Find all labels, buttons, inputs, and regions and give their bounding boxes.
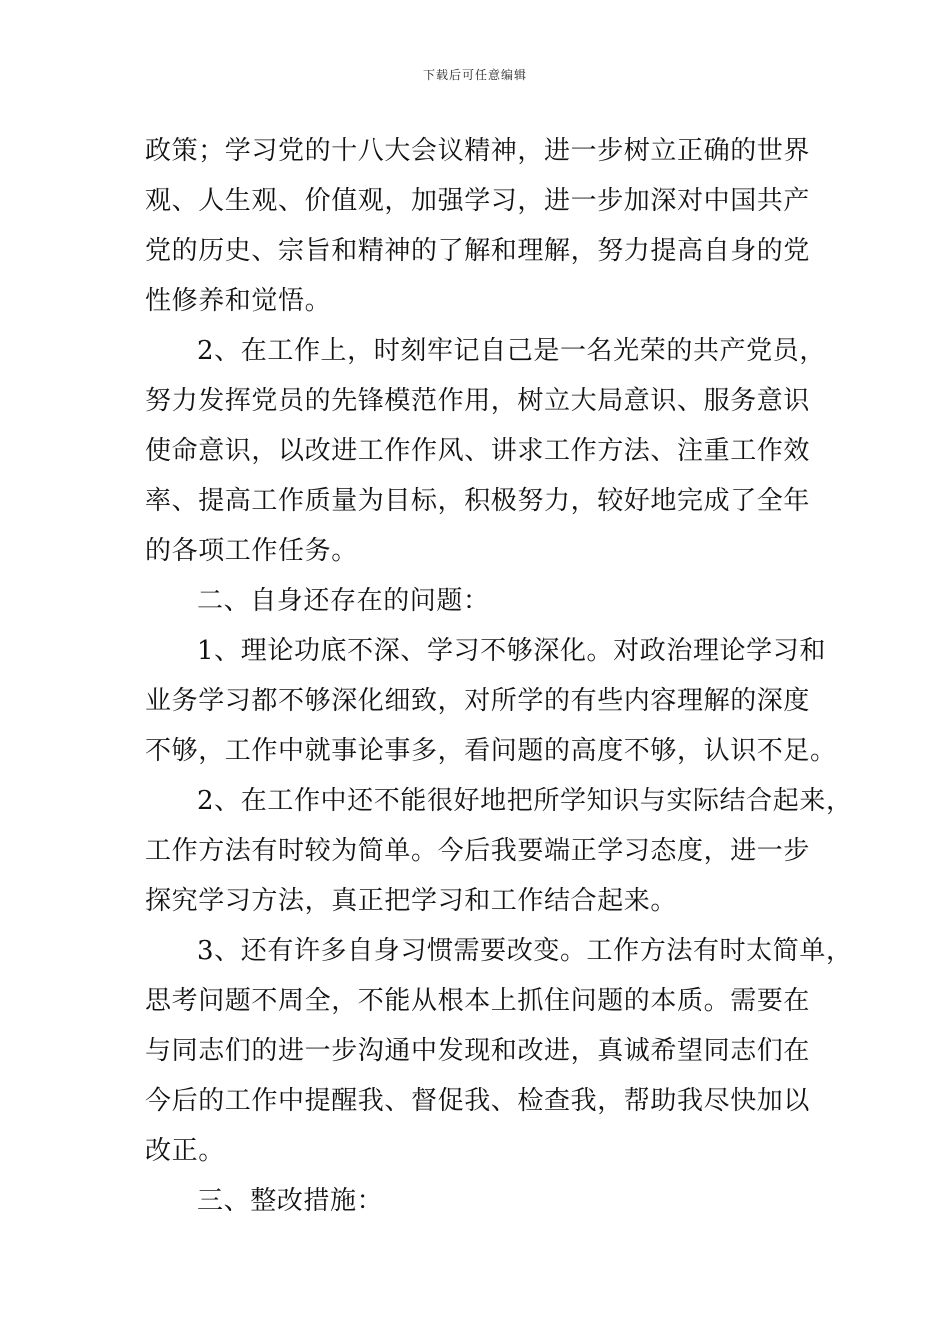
text-line: 使命意识，以改进工作作风、讲求工作方法、注重工作效 (145, 436, 811, 466)
text-line: 观、人生观、价值观，加强学习，进一步加深对中国共产 (145, 186, 811, 216)
text-line: 性修养和觉悟。 (145, 286, 332, 316)
text-line: 政策；学习党的十八大会议精神，进一步树立正确的世界 (145, 136, 811, 166)
paragraph-start-line: 2、在工作中还不能很好地把所学知识与实际结合起来， (197, 786, 853, 816)
section-heading: 二、自身还存在的问题： (197, 586, 490, 616)
text-line: 率、提高工作质量为目标，积极努力，较好地完成了全年 (145, 486, 811, 516)
text-line: 思考问题不周全，不能从根本上抓住问题的本质。需要在 (145, 986, 811, 1016)
text-line: 今后的工作中提醒我、督促我、检查我，帮助我尽快加以 (145, 1086, 811, 1116)
text-line: 党的历史、宗旨和精神的了解和理解，努力提高自身的党 (145, 236, 811, 266)
text-line: 工作方法有时较为简单。今后我要端正学习态度，进一步 (145, 836, 811, 866)
paragraph-start-line: 3、还有许多自身习惯需要改变。工作方法有时太简单， (197, 936, 853, 966)
section-heading: 三、整改措施： (197, 1186, 384, 1216)
text-line: 业务学习都不够深化细致，对所学的有些内容理解的深度 (145, 686, 811, 716)
paragraph-start-line: 1、理论功底不深、学习不够深化。对政治理论学习和 (197, 636, 826, 666)
text-line: 探究学习方法，真正把学习和工作结合起来。 (145, 886, 678, 916)
paragraph-start-line: 2、在工作上，时刻牢记自己是一名光荣的共产党员， (197, 336, 826, 366)
text-line: 不够，工作中就事论事多，看问题的高度不够，认识不足。 (145, 736, 837, 766)
text-line: 与同志们的进一步沟通中发现和改进，真诚希望同志们在 (145, 1036, 811, 1066)
text-line: 改正。 (145, 1136, 225, 1166)
document-body (145, 126, 853, 1226)
text-line: 努力发挥党员的先锋模范作用，树立大局意识、服务意识 (145, 386, 811, 416)
text-line: 的各项工作任务。 (145, 536, 358, 566)
page-header: 下载后可任意编辑 (422, 68, 527, 82)
